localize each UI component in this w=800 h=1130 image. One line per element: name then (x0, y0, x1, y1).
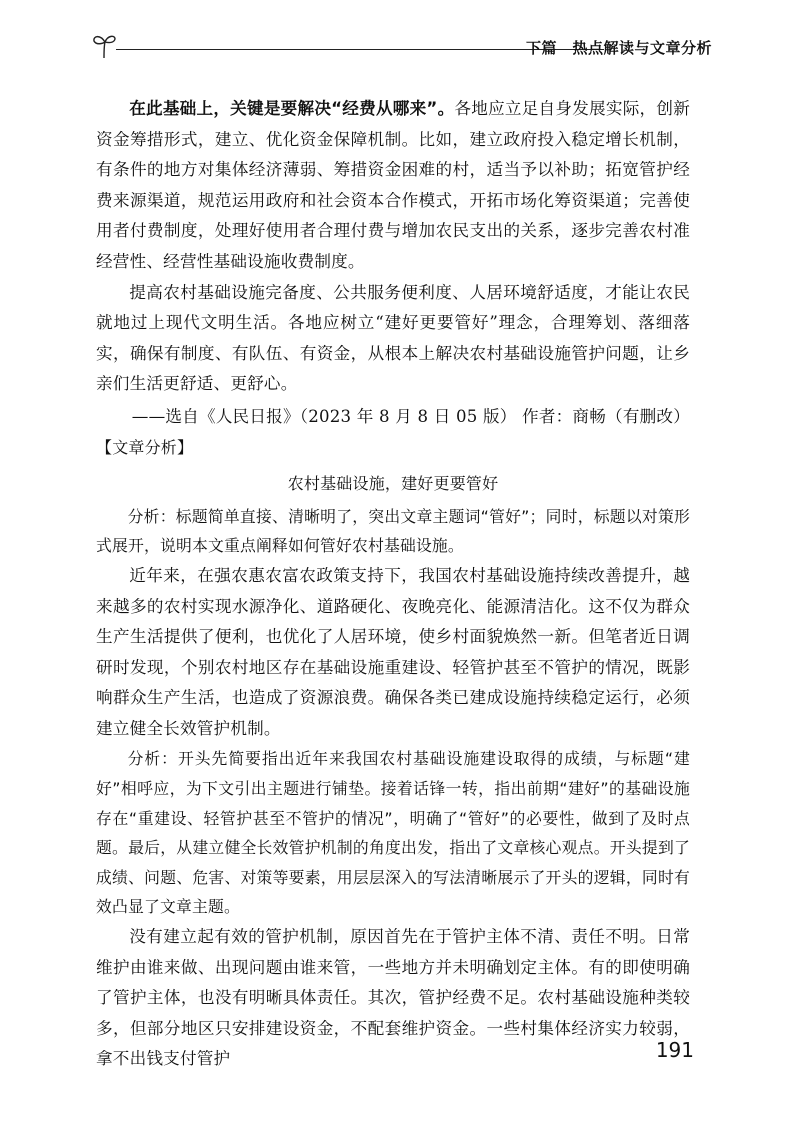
source-attribution: ——选自《人民日报》（2023 年 8 月 8 日 05 版） 作者：商畅（有删改） (131, 406, 690, 426)
paragraph-intro: 近年来，在强农惠农富农政策支持下，我国农村基础设施持续改善提升，越来越多的农村实现水源净化、道路硬化、夜晚亮化、能源清洁化。这不仅为群众生产生活提供了便利，也优化了人居环境，使乡村面貌焕然一新。但笔者近日调研时发现，个别农村地区存在基础设施重建设、轻管护甚至不管护的情况，既影响群众生产生活，也造成了资源浪费。确保各类已建成设施持续稳定运行，必须建立健全长效管护机制。 (96, 565, 690, 738)
paragraph-conclusion: 提高农村基础设施完备度、公共服务便利度、人居环境舒适度，才能让农民就地过上现代文明生活。各地应树立“建好更要管好”理念，合理筹划、落细落实，确保有制度、有队伍、有资金，从根本上解决农村基础设施管护问题，让乡亲们生活更舒适、更舒心。 (96, 282, 690, 394)
paragraph-text: 各地应立足自身发展实际，创新资金筹措形式，建立、优化资金保障机制。比如，建立政府投入稳定增长机制，有条件的地方对集体经济薄弱、筹措资金困难的村，适当予以补助；拓宽管护经费来源渠道，规范运用政府和社会资本合作模式，开拓市场化筹资渠道；完善使用者付费制度，处理好使用者合理付费与增加农民支出的关系，逐步完善农村准经营性、经营性基础设施收费制度。 (96, 99, 690, 271)
running-header (92, 30, 712, 64)
analysis-title: 分析：标题简单直接、清晰明了，突出文章主题词“管好”；同时，标题以对策形式展开，说明本文重点阐释如何管好农村基础设施。 (96, 506, 690, 556)
page-body (96, 94, 690, 1075)
paragraph-causes: 没有建立起有效的管护机制，原因首先在于管护主体不清、责任不明。日常维护由谁来做、出现问题由谁来管，一些地方并未明确划定主体。有的即使明确了管护主体，也没有明晰具体责任。其次，管护经费不足。农村基础设施种类较多，但部分地区只安排建设资金，不配套维护资金。一些村集体经济实力较弱，拿不出钱支付管护 (96, 927, 690, 1069)
article-title: 农村基础设施，建好更要管好 (287, 474, 499, 494)
sprout-icon (92, 30, 118, 64)
header-section-title: 下篇 热点解读与文章分析 (525, 39, 712, 57)
paragraph-lead: 在此基础上，关键是要解决“经费从哪来”。 (129, 99, 455, 118)
paragraph-funding (96, 94, 690, 278)
page-number: 191 (655, 1038, 694, 1062)
section-label: 【文章分析】 (96, 437, 194, 457)
analysis-intro: 分析：开头先简要指出近年来我国农村基础设施建设取得的成绩，与标题“建好”相呼应，为下文引出主题进行铺垫。接着话锋一转，指出前期“建好”的基础设施存在“重建设、轻管护甚至不管护的情况”，明确了“管好”的必要性，做到了及时点题。最后，从建立健全长效管护机制的角度出发，指出了文章核心观点。开头提到了成绩、问题、危害、对策等要素，用层层深入的写法清晰展示了开头的逻辑，同时有效凸显了文章主题。 (96, 749, 690, 917)
